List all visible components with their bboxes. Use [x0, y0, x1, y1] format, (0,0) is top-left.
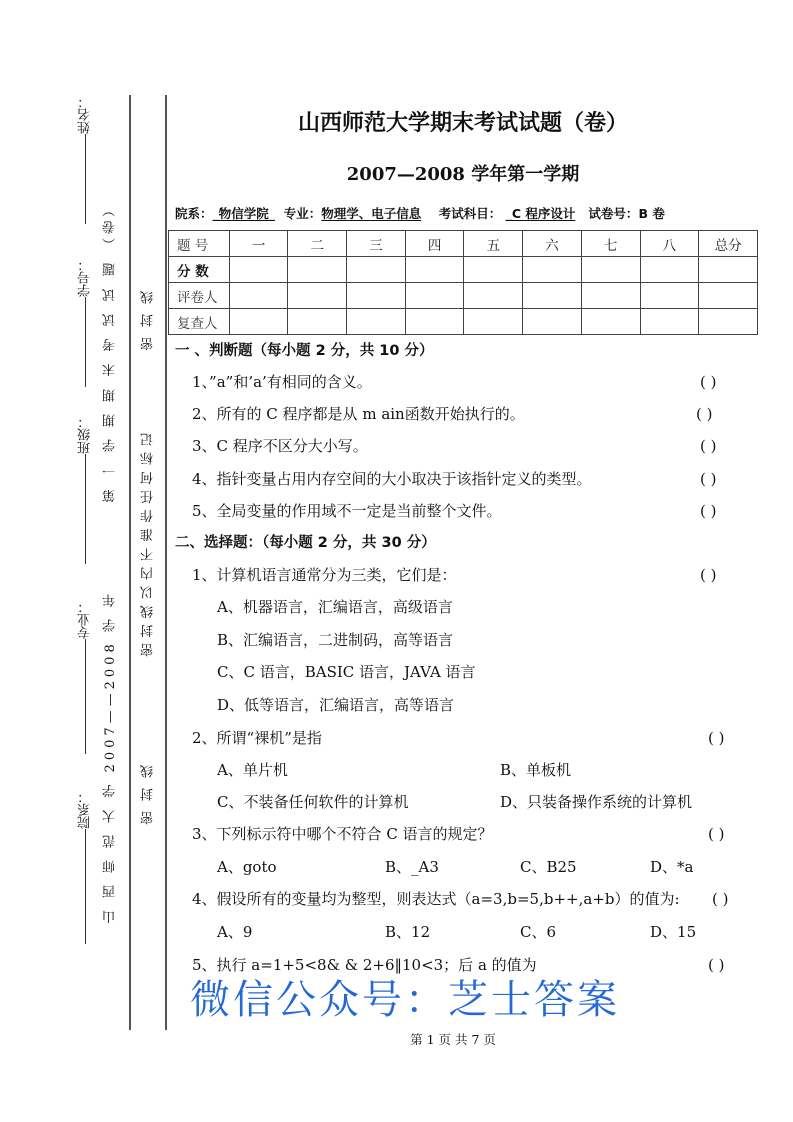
- option: D、*a: [650, 858, 694, 876]
- exam-name-top: 第 一 学 期 期 末 考 试 试 题 （卷）: [103, 200, 118, 503]
- reviewer-cell[interactable]: [229, 309, 288, 335]
- score-table: [168, 230, 758, 335]
- grader-cell[interactable]: [347, 283, 406, 309]
- question: 1、计算机语言通常分为三类，它们是：: [192, 566, 457, 584]
- major-label: 专业：: [78, 600, 93, 639]
- option: D、只装备操作系统的计算机: [500, 793, 693, 811]
- option: A、单片机: [217, 761, 288, 779]
- margin-line-outer: [129, 95, 131, 1030]
- major-field[interactable]: [78, 600, 93, 754]
- page-number: 第 1 页 共 7 页: [410, 1032, 496, 1047]
- seal-line-top: 密 封 线: [141, 288, 156, 351]
- table-header-row: [169, 231, 758, 257]
- page-subtitle: 2007—2008 学年第一学期: [346, 164, 580, 185]
- paper-value: B 卷: [638, 206, 665, 221]
- student-id-field[interactable]: [78, 258, 93, 387]
- grader-cell[interactable]: [229, 283, 288, 309]
- option: B、单板机: [500, 761, 572, 779]
- option: C、B25: [520, 858, 577, 876]
- answer-blank[interactable]: ( ): [708, 825, 725, 843]
- score-cell[interactable]: [523, 257, 582, 283]
- grader-cell[interactable]: [405, 283, 464, 309]
- grader-cell[interactable]: [699, 283, 758, 309]
- answer-blank[interactable]: ( ): [708, 956, 725, 974]
- page-title: 山西师范大学期末考试试题（卷）: [297, 110, 628, 136]
- question: 2、所谓“裸机”是指: [192, 729, 322, 747]
- answer-blank[interactable]: ( ): [700, 437, 717, 455]
- exam-name-bottom: 山 西 师 范 大 学 2007——2008 学 年: [103, 590, 118, 924]
- department-field[interactable]: [78, 790, 93, 944]
- score-cell[interactable]: [347, 257, 406, 283]
- section1-heading: 一 、判断题（每小题 2 分，共 10 分）: [175, 343, 434, 359]
- reviewer-cell[interactable]: [640, 309, 699, 335]
- seal-line-bottom: 密 封 线: [141, 762, 156, 825]
- table-header-cell: 六: [523, 231, 582, 257]
- question: 1、”a”和’a’有相同的含义。: [192, 373, 372, 391]
- row-label-score: 分 数: [169, 257, 230, 283]
- table-row: [169, 257, 758, 283]
- question: 4、假设所有的变量均为整型，则表达式（a=3,b=5,b++,a+b）的值为:: [192, 890, 680, 908]
- score-cell[interactable]: [288, 257, 347, 283]
- option: A、机器语言，汇编语言，高级语言: [217, 598, 453, 616]
- row-label-reviewer: 复查人: [169, 309, 230, 335]
- question: 4、指针变量占用内存空间的大小取决于该指针定义的类型。: [192, 470, 592, 488]
- section2-heading: 二、选择题：（每小题 2 分，共 30 分）: [175, 535, 436, 551]
- reviewer-cell[interactable]: [699, 309, 758, 335]
- subject-value: _C 程序设计: [505, 206, 576, 221]
- answer-blank[interactable]: ( ): [712, 890, 729, 908]
- table-header-cell: 题 号: [169, 231, 230, 257]
- reviewer-cell[interactable]: [347, 309, 406, 335]
- table-header-cell: 八: [640, 231, 699, 257]
- question: 5、执行 a=1+5<8& & 2+6‖10<3；后 a 的值为: [192, 956, 537, 974]
- major-label: 专业：: [283, 206, 322, 221]
- paper-label: 试卷号：: [588, 206, 639, 221]
- answer-blank[interactable]: ( ): [696, 405, 713, 423]
- table-row: [169, 309, 758, 335]
- table-row: [169, 283, 758, 309]
- question: 3、下列标示符中哪个不符合 C 语言的规定？: [192, 825, 493, 843]
- score-cell[interactable]: [640, 257, 699, 283]
- reviewer-cell[interactable]: [464, 309, 523, 335]
- table-header-cell: 二: [288, 231, 347, 257]
- option: C、C 语言，BASIC 语言，JAVA 语言: [217, 663, 476, 681]
- option: A、goto: [217, 858, 277, 876]
- margin-line-inner: [165, 95, 167, 1030]
- question: 3、C 程序不区分大小写。: [192, 437, 368, 455]
- answer-blank[interactable]: ( ): [700, 470, 717, 488]
- score-cell[interactable]: [229, 257, 288, 283]
- reviewer-cell[interactable]: [581, 309, 640, 335]
- student-id-label: 学号：: [78, 258, 93, 297]
- option: A、9: [217, 923, 253, 941]
- class-field[interactable]: [78, 415, 93, 564]
- dept-value: _物信学院_: [212, 206, 276, 221]
- watermark: 微信公众号：芝士答案: [190, 977, 620, 1023]
- subject-label: 考试科目：: [438, 206, 502, 221]
- reviewer-cell[interactable]: [288, 309, 347, 335]
- question: 2、所有的 C 程序都是从 m ain函数开始执行的。: [192, 405, 525, 423]
- option: B、汇编语言，二进制码，高等语言: [217, 631, 454, 649]
- exam-info: [175, 204, 665, 222]
- seal-line-middle: 密 封 线 以 内 不 准 作 任 何 标 记: [141, 432, 156, 657]
- answer-blank[interactable]: ( ): [700, 502, 717, 520]
- grader-cell[interactable]: [288, 283, 347, 309]
- table-header-cell: 五: [464, 231, 523, 257]
- option: B、_A3: [385, 858, 439, 876]
- score-cell[interactable]: [581, 257, 640, 283]
- major-value: 物理学、电子信息: [321, 206, 422, 221]
- reviewer-cell[interactable]: [523, 309, 582, 335]
- answer-blank[interactable]: ( ): [700, 373, 717, 391]
- option: D、低等语言，汇编语言，高等语言: [217, 696, 455, 714]
- grader-cell[interactable]: [640, 283, 699, 309]
- table-header-cell: 四: [405, 231, 464, 257]
- grader-cell[interactable]: [581, 283, 640, 309]
- option: C、不装备任何软件的计算机: [217, 793, 409, 811]
- grader-cell[interactable]: [464, 283, 523, 309]
- row-label-grader: 评卷人: [169, 283, 230, 309]
- name-field[interactable]: [78, 95, 93, 224]
- question: 5、全局变量的作用域不一定是当前整个文件。: [192, 502, 502, 520]
- answer-blank[interactable]: ( ): [700, 566, 717, 584]
- option: B、12: [385, 923, 431, 941]
- score-cell[interactable]: [699, 257, 758, 283]
- table-header-cell: 七: [581, 231, 640, 257]
- answer-blank[interactable]: ( ): [708, 729, 725, 747]
- option: C、6: [520, 923, 557, 941]
- grader-cell[interactable]: [523, 283, 582, 309]
- class-label: 班级：: [78, 415, 93, 454]
- reviewer-cell[interactable]: [405, 309, 464, 335]
- dept-label: 院系：: [175, 206, 213, 221]
- department-label: 院系：: [78, 790, 93, 829]
- score-cell[interactable]: [405, 257, 464, 283]
- name-label: 姓名：: [78, 95, 93, 134]
- table-header-cell: 一: [229, 231, 288, 257]
- table-header-cell: 总分: [699, 231, 758, 257]
- table-header-cell: 三: [347, 231, 406, 257]
- option: D、15: [650, 923, 697, 941]
- score-cell[interactable]: [464, 257, 523, 283]
